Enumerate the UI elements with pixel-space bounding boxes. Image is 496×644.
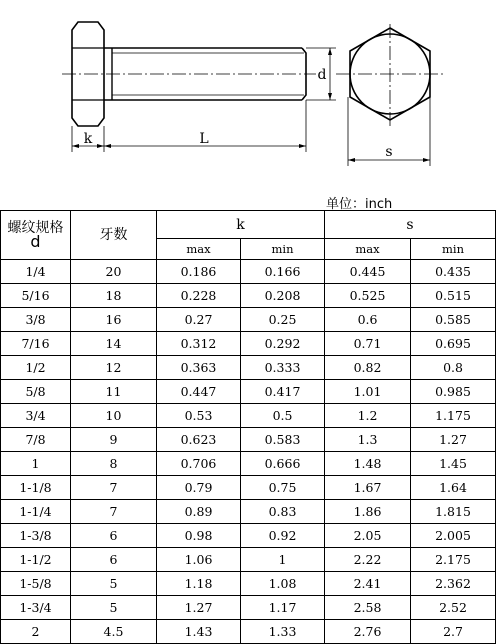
cell-tpi: 14 [71, 332, 157, 356]
header-tpi: 牙数 [71, 211, 157, 260]
cell-s-max: 0.445 [325, 260, 411, 284]
cell-s-max: 2.76 [325, 620, 411, 644]
cell-tpi: 20 [71, 260, 157, 284]
cell-tpi: 4.5 [71, 620, 157, 644]
header-k-max: max [157, 239, 241, 260]
cell-thread-size: 5/8 [1, 380, 71, 404]
table-row [1, 428, 496, 452]
cell-tpi: 11 [71, 380, 157, 404]
cell-k-min: 0.92 [241, 524, 325, 548]
cell-s-max: 0.6 [325, 308, 411, 332]
cell-thread-size: 1-5/8 [1, 572, 71, 596]
cell-s-min: 1.27 [411, 428, 496, 452]
cell-k-max: 0.312 [157, 332, 241, 356]
cell-s-min: 1.175 [411, 404, 496, 428]
cell-k-max: 0.79 [157, 476, 241, 500]
cell-tpi: 16 [71, 308, 157, 332]
cell-s-max: 1.01 [325, 380, 411, 404]
cell-k-min: 1.17 [241, 596, 325, 620]
cell-tpi: 8 [71, 452, 157, 476]
cell-k-min: 0.83 [241, 500, 325, 524]
cell-thread-size: 7/16 [1, 332, 71, 356]
header-thread-spec-symbol: d [30, 232, 41, 251]
cell-s-max: 1.48 [325, 452, 411, 476]
cell-k-max: 1.27 [157, 596, 241, 620]
cell-s-max: 1.3 [325, 428, 411, 452]
cell-k-min: 0.333 [241, 356, 325, 380]
cell-thread-size: 3/8 [1, 308, 71, 332]
cell-s-min: 0.585 [411, 308, 496, 332]
header-k-min: min [241, 239, 325, 260]
dim-label-d: d [317, 67, 327, 83]
cell-s-min: 0.8 [411, 356, 496, 380]
cell-k-min: 0.583 [241, 428, 325, 452]
header-s: s [325, 211, 496, 239]
cell-k-min: 0.666 [241, 452, 325, 476]
cell-thread-size: 3/4 [1, 404, 71, 428]
table-row [1, 308, 496, 332]
cell-thread-size: 1-1/2 [1, 548, 71, 572]
header-k: k [157, 211, 325, 239]
table-row [1, 572, 496, 596]
header-thread-spec [1, 211, 71, 260]
bolt-spec-table [0, 210, 496, 644]
cell-k-max: 0.89 [157, 500, 241, 524]
cell-thread-size: 1-1/8 [1, 476, 71, 500]
cell-s-max: 0.82 [325, 356, 411, 380]
cell-s-max: 0.71 [325, 332, 411, 356]
cell-thread-size: 1-3/8 [1, 524, 71, 548]
cell-thread-size: 1-3/4 [1, 596, 71, 620]
cell-thread-size: 1-1/4 [1, 500, 71, 524]
cell-tpi: 7 [71, 500, 157, 524]
cell-tpi: 12 [71, 356, 157, 380]
dim-label-k: k [83, 131, 93, 147]
cell-k-max: 0.186 [157, 260, 241, 284]
cell-s-min: 2.7 [411, 620, 496, 644]
cell-k-min: 0.292 [241, 332, 325, 356]
cell-tpi: 6 [71, 524, 157, 548]
header-thread-spec-label: 螺纹规格 [7, 220, 64, 236]
unit-label: 单位：inch [326, 197, 393, 212]
cell-k-max: 0.98 [157, 524, 241, 548]
cell-s-max: 1.2 [325, 404, 411, 428]
cell-tpi: 6 [71, 548, 157, 572]
table-row [1, 404, 496, 428]
dim-label-s: s [385, 144, 393, 160]
cell-k-max: 0.53 [157, 404, 241, 428]
cell-tpi: 9 [71, 428, 157, 452]
cell-s-min: 0.695 [411, 332, 496, 356]
cell-k-max: 1.06 [157, 548, 241, 572]
table-row [1, 548, 496, 572]
cell-k-min: 0.25 [241, 308, 325, 332]
cell-k-max: 0.27 [157, 308, 241, 332]
cell-s-max: 2.41 [325, 572, 411, 596]
cell-k-max: 0.363 [157, 356, 241, 380]
cell-thread-size: 2 [1, 620, 71, 644]
cell-k-min: 1 [241, 548, 325, 572]
cell-tpi: 18 [71, 284, 157, 308]
cell-s-max: 0.525 [325, 284, 411, 308]
table-row [1, 380, 496, 404]
cell-k-min: 0.75 [241, 476, 325, 500]
cell-s-min: 2.175 [411, 548, 496, 572]
cell-s-min: 2.52 [411, 596, 496, 620]
cell-thread-size: 1/4 [1, 260, 71, 284]
cell-k-max: 0.447 [157, 380, 241, 404]
cell-k-max: 1.43 [157, 620, 241, 644]
cell-s-min: 2.005 [411, 524, 496, 548]
cell-thread-size: 5/16 [1, 284, 71, 308]
cell-k-min: 0.5 [241, 404, 325, 428]
table-row [1, 260, 496, 284]
cell-thread-size: 1/2 [1, 356, 71, 380]
table-row [1, 500, 496, 524]
cell-s-min: 0.985 [411, 380, 496, 404]
cell-tpi: 10 [71, 404, 157, 428]
cell-k-min: 1.08 [241, 572, 325, 596]
cell-s-max: 2.58 [325, 596, 411, 620]
table-row [1, 284, 496, 308]
cell-s-min: 1.45 [411, 452, 496, 476]
table-row [1, 476, 496, 500]
cell-s-min: 0.515 [411, 284, 496, 308]
hex-bolt-drawing [0, 0, 496, 180]
cell-tpi: 7 [71, 476, 157, 500]
cell-k-max: 0.623 [157, 428, 241, 452]
table-row [1, 524, 496, 548]
cell-s-min: 1.815 [411, 500, 496, 524]
cell-s-max: 1.67 [325, 476, 411, 500]
cell-k-max: 1.18 [157, 572, 241, 596]
cell-k-min: 0.417 [241, 380, 325, 404]
cell-tpi: 5 [71, 596, 157, 620]
table-row [1, 452, 496, 476]
cell-s-min: 1.64 [411, 476, 496, 500]
cell-s-max: 2.05 [325, 524, 411, 548]
cell-s-max: 1.86 [325, 500, 411, 524]
dim-label-L: L [199, 131, 209, 147]
cell-s-max: 2.22 [325, 548, 411, 572]
cell-k-min: 1.33 [241, 620, 325, 644]
cell-thread-size: 7/8 [1, 428, 71, 452]
table-row [1, 332, 496, 356]
cell-k-max: 0.706 [157, 452, 241, 476]
table-row [1, 356, 496, 380]
header-s-max: max [325, 239, 411, 260]
cell-k-min: 0.208 [241, 284, 325, 308]
cell-k-max: 0.228 [157, 284, 241, 308]
header-s-min: min [411, 239, 496, 260]
cell-tpi: 5 [71, 572, 157, 596]
table-row [1, 596, 496, 620]
cell-k-min: 0.166 [241, 260, 325, 284]
table-header-row [1, 211, 496, 239]
cell-s-min: 2.362 [411, 572, 496, 596]
cell-thread-size: 1 [1, 452, 71, 476]
cell-s-min: 0.435 [411, 260, 496, 284]
